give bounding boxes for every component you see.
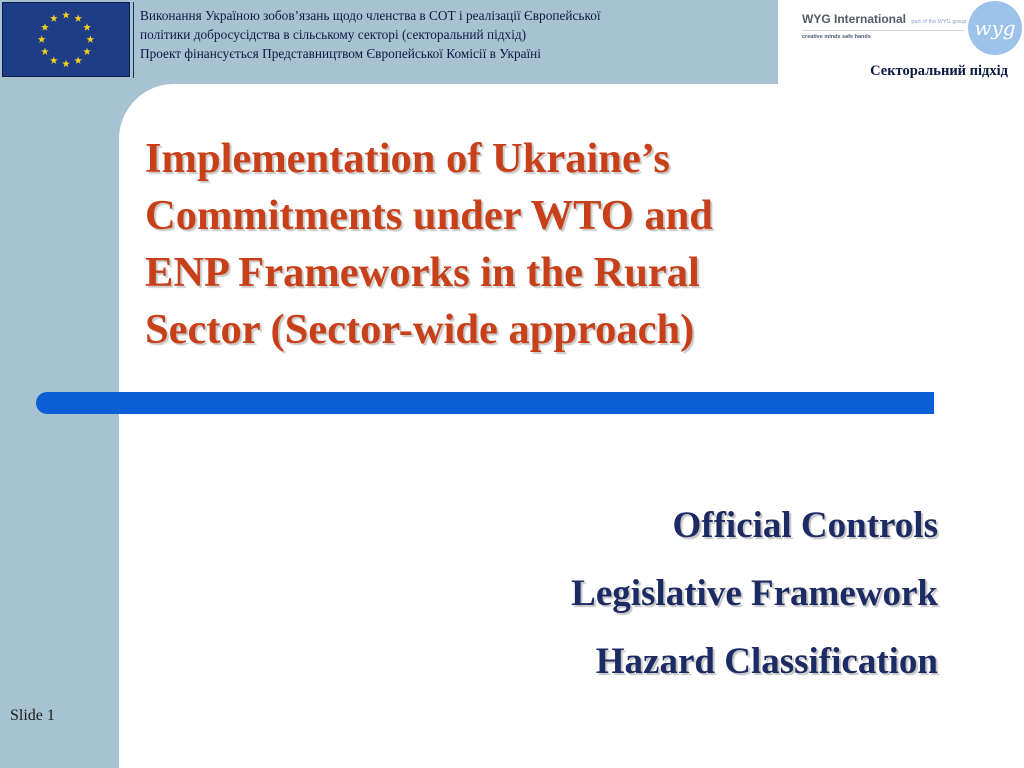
eu-flag-icon <box>2 2 130 77</box>
wyg-part-of: part of the WYG group <box>911 19 967 25</box>
flag-divider <box>133 2 134 78</box>
header-line-2: політики добросусідства в сільському секторі (секторальний підхід) <box>140 27 527 42</box>
title-line-4: Sector (Sector-wide approach) <box>145 306 695 353</box>
title-line-2: Commitments under WTO and <box>145 192 713 239</box>
eu-star-icon <box>83 48 91 55</box>
title-line-3: ENP Frameworks in the Rural <box>145 249 700 296</box>
title-line-1: Implementation of Ukraine’s <box>145 135 670 182</box>
eu-star-icon <box>50 14 58 21</box>
project-header-text <box>140 6 770 63</box>
wyg-monogram: wyg <box>974 16 1016 40</box>
eu-star-icon <box>74 56 82 63</box>
branding-panel <box>778 0 1024 84</box>
subtitle-official-controls: Official Controls <box>672 505 938 546</box>
slide-title <box>145 130 935 358</box>
header-line-3: Проект фінансується Представництвом Європейської Комісії в Україні <box>140 46 541 61</box>
eu-star-icon <box>38 35 46 42</box>
wyg-slogan: creative minds safe hands <box>802 34 871 40</box>
eu-star-icon <box>62 60 70 67</box>
sector-approach-label: Секторальний підхід <box>870 63 1008 79</box>
header-bar <box>0 0 778 84</box>
slide-number: Slide 1 <box>10 707 55 724</box>
eu-star-icon <box>50 56 58 63</box>
eu-star-icon <box>41 48 49 55</box>
wyg-logo-icon <box>968 1 1022 55</box>
eu-star-icon <box>74 14 82 21</box>
subtitle-legislative-framework: Legislative Framework <box>571 573 938 614</box>
wyg-name: WYG International <box>802 12 907 26</box>
eu-star-icon <box>83 23 91 30</box>
eu-star-icon <box>41 23 49 30</box>
header-line-1: Виконання Україною зобов’язань щодо членства в СОТ і реалізації Європейської <box>140 8 601 23</box>
accent-divider-bar <box>36 392 934 414</box>
eu-star-icon <box>86 35 94 42</box>
wyg-divider <box>802 30 964 31</box>
slide-subtitles <box>300 492 938 696</box>
subtitle-hazard-classification: Hazard Classification <box>595 641 938 682</box>
eu-flag-graphic <box>3 3 129 76</box>
eu-star-icon <box>62 11 70 18</box>
wyg-brand-name <box>802 12 966 26</box>
